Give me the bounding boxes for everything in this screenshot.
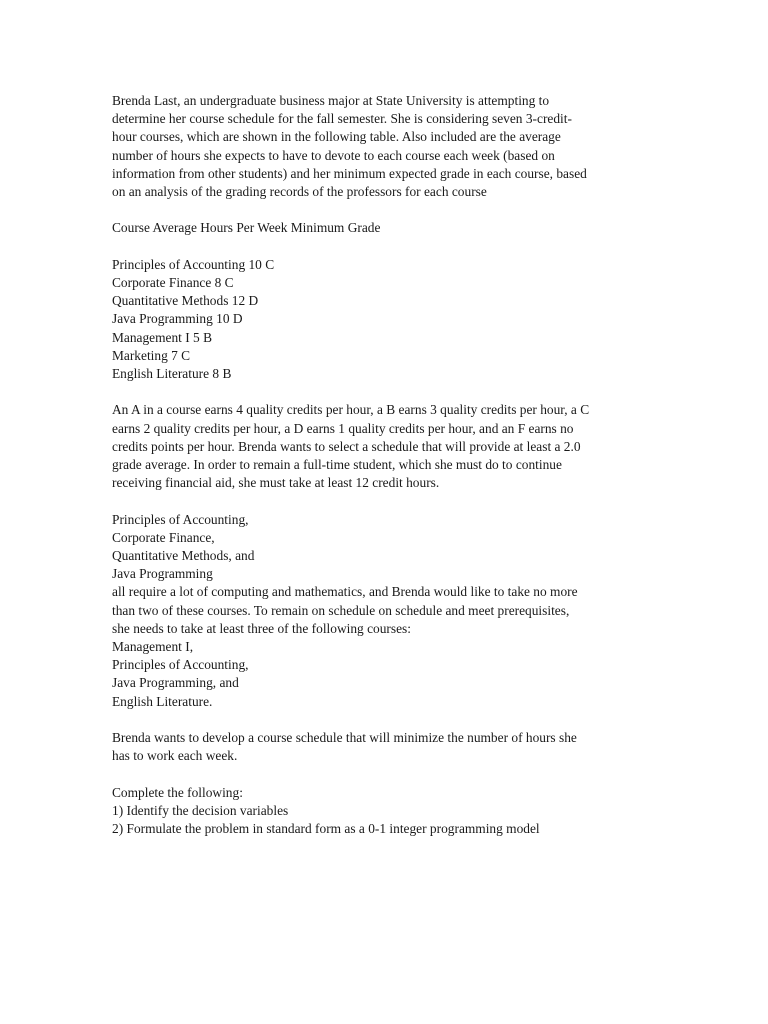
table-header bbox=[112, 219, 672, 237]
grading-line: An A in a course earns 4 quality credits per hour, a B earns 3 quality credits per hour, a C bbox=[112, 402, 590, 418]
tasks-paragraph bbox=[112, 784, 672, 839]
document-page bbox=[112, 92, 672, 856]
course-row: Corporate Finance 8 C bbox=[112, 275, 234, 290]
constraints-line: than two of these courses. To remain on schedule on schedule and meet prerequisites, bbox=[112, 602, 570, 618]
objective-paragraph bbox=[112, 729, 672, 765]
constraints-line: Java Programming, and bbox=[112, 675, 239, 691]
tasks-line: Complete the following: bbox=[112, 784, 243, 800]
constraints-line: Principles of Accounting, bbox=[112, 657, 249, 673]
table-header-line: Course Average Hours Per Week Minimum Grade bbox=[112, 220, 381, 236]
grading-paragraph bbox=[112, 401, 672, 492]
objective-line: has to work each week. bbox=[112, 748, 238, 764]
course-list bbox=[112, 256, 672, 383]
intro-line: number of hours she expects to have to devote to each course each week (based on bbox=[112, 147, 555, 163]
constraints-line: English Literature. bbox=[112, 693, 213, 709]
intro-paragraph bbox=[112, 92, 672, 201]
constraints-line: Principles of Accounting, bbox=[112, 511, 249, 527]
grading-line: grade average. In order to remain a full-time student, which she must do to continue bbox=[112, 457, 562, 473]
intro-line: information from other students) and her minimum expected grade in each course, based bbox=[112, 165, 587, 181]
constraints-paragraph bbox=[112, 511, 672, 711]
constraints-line: she needs to take at least three of the following courses: bbox=[112, 620, 411, 636]
intro-line: on an analysis of the grading records of the professors for each course bbox=[112, 184, 487, 200]
tasks-line: 2) Formulate the problem in standard form as a 0-1 integer programming model bbox=[112, 821, 540, 837]
objective-line: Brenda wants to develop a course schedule that will minimize the number of hours she bbox=[112, 730, 577, 746]
constraints-line: Java Programming bbox=[112, 566, 213, 582]
course-row: Marketing 7 C bbox=[112, 347, 191, 363]
grading-line: credits points per hour. Brenda wants to select a schedule that will provide at least a 2.0 bbox=[112, 438, 581, 454]
grading-line: earns 2 quality credits per hour, a D earns 1 quality credits per hour, and an F earns no bbox=[112, 420, 574, 436]
course-row: Java Programming 10 D bbox=[112, 311, 243, 327]
constraints-line: Corporate Finance, bbox=[112, 529, 215, 545]
grading-line: receiving financial aid, she must take at least 12 credit hours. bbox=[112, 475, 440, 491]
course-row: Principles of Accounting 10 C bbox=[112, 256, 275, 272]
constraints-line: Quantitative Methods, and bbox=[112, 548, 255, 564]
intro-line: hour courses, which are shown in the following table. Also included are the average bbox=[112, 129, 561, 145]
intro-line: Brenda Last, an undergraduate business major at State University is attempting to bbox=[112, 93, 550, 108]
constraints-line: all require a lot of computing and mathematics, and Brenda would like to take no more bbox=[112, 584, 578, 600]
course-row: Management I 5 B bbox=[112, 329, 213, 345]
course-row: Quantitative Methods 12 D bbox=[112, 293, 259, 309]
tasks-line: 1) Identify the decision variables bbox=[112, 802, 289, 818]
course-row: English Literature 8 B bbox=[112, 366, 232, 382]
intro-line: determine her course schedule for the fall semester. She is considering seven 3-credit- bbox=[112, 111, 572, 127]
constraints-line: Management I, bbox=[112, 639, 194, 655]
